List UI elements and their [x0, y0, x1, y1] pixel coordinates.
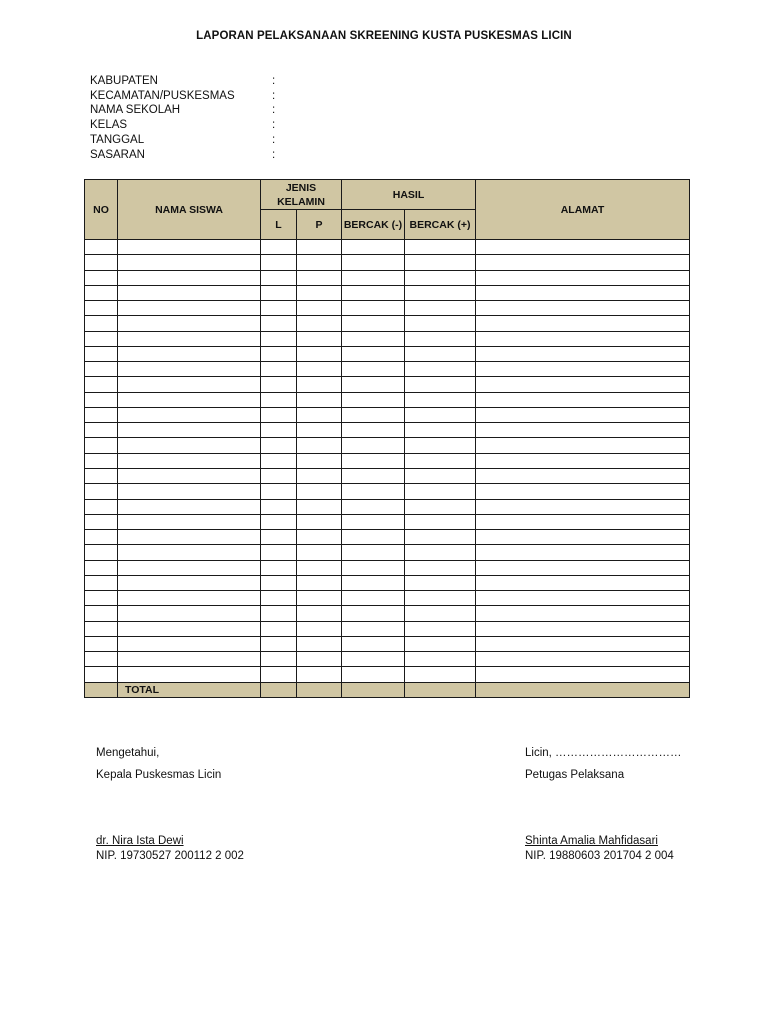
cell-nama-siswa [118, 514, 261, 529]
header-nama-siswa: NAMA SISWA [118, 180, 261, 240]
cell-p [297, 591, 342, 606]
table-row [85, 362, 690, 377]
cell-bercak-positif [405, 453, 476, 468]
cell-no [85, 499, 118, 514]
cell-no [85, 468, 118, 483]
cell-bercak-positif [405, 499, 476, 514]
cell-bercak-negatif [342, 255, 405, 270]
table-row [85, 240, 690, 255]
cell-l [261, 423, 297, 438]
cell-alamat [476, 606, 690, 621]
cell-l [261, 499, 297, 514]
right-signatory-name: Shinta Amalia Mahfidasari [525, 835, 658, 847]
table-row [85, 346, 690, 361]
cell-alamat [476, 591, 690, 606]
cell-l [261, 438, 297, 453]
cell-nama-siswa [118, 255, 261, 270]
cell-no [85, 575, 118, 590]
cell-nama-siswa [118, 652, 261, 667]
cell-bercak-positif [405, 621, 476, 636]
cell-p [297, 423, 342, 438]
cell-l [261, 636, 297, 651]
info-label: SASARAN [90, 148, 145, 161]
cell-alamat [476, 453, 690, 468]
cell-bercak-negatif [342, 514, 405, 529]
table-row [85, 270, 690, 285]
cell-bercak-positif [405, 240, 476, 255]
header-bercak-negatif: BERCAK (-) [342, 210, 405, 240]
table-row [85, 392, 690, 407]
table-row [85, 255, 690, 270]
cell-nama-siswa [118, 362, 261, 377]
cell-bercak-negatif [342, 362, 405, 377]
info-field-sasaran [90, 148, 275, 163]
cell-no [85, 530, 118, 545]
cell-p [297, 331, 342, 346]
table-row [85, 468, 690, 483]
cell-p [297, 377, 342, 392]
total-cell [261, 682, 297, 697]
cell-l [261, 606, 297, 621]
cell-l [261, 453, 297, 468]
header-bercak-positif: BERCAK (+) [405, 210, 476, 240]
right-place-date: Licin, …………………………… [525, 747, 682, 759]
cell-bercak-positif [405, 514, 476, 529]
cell-p [297, 499, 342, 514]
cell-no [85, 392, 118, 407]
left-signatory-name: dr. Nira Ista Dewi [96, 835, 184, 847]
cell-bercak-negatif [342, 636, 405, 651]
cell-bercak-negatif [342, 240, 405, 255]
info-label: TANGGAL [90, 133, 145, 146]
cell-bercak-positif [405, 316, 476, 331]
info-separator: : [272, 133, 276, 146]
cell-no [85, 560, 118, 575]
cell-no [85, 270, 118, 285]
cell-alamat [476, 621, 690, 636]
cell-nama-siswa [118, 530, 261, 545]
cell-nama-siswa [118, 560, 261, 575]
cell-alamat [476, 270, 690, 285]
cell-l [261, 240, 297, 255]
cell-nama-siswa [118, 575, 261, 590]
cell-p [297, 392, 342, 407]
cell-no [85, 545, 118, 560]
cell-bercak-positif [405, 636, 476, 651]
right-signatory-nip: NIP. 19880603 201704 2 004 [525, 850, 674, 862]
cell-alamat [476, 499, 690, 514]
cell-nama-siswa [118, 285, 261, 300]
cell-l [261, 392, 297, 407]
cell-no [85, 621, 118, 636]
cell-nama-siswa [118, 423, 261, 438]
cell-alamat [476, 423, 690, 438]
cell-nama-siswa [118, 407, 261, 422]
table-body [85, 240, 690, 683]
cell-nama-siswa [118, 545, 261, 560]
header-l: L [261, 210, 297, 240]
table-row [85, 438, 690, 453]
cell-p [297, 301, 342, 316]
cell-p [297, 560, 342, 575]
cell-nama-siswa [118, 453, 261, 468]
cell-alamat [476, 438, 690, 453]
cell-alamat [476, 407, 690, 422]
total-label: TOTAL [118, 682, 261, 697]
cell-alamat [476, 484, 690, 499]
cell-l [261, 621, 297, 636]
cell-p [297, 636, 342, 651]
cell-bercak-negatif [342, 270, 405, 285]
table-row [85, 606, 690, 621]
cell-bercak-positif [405, 362, 476, 377]
cell-no [85, 606, 118, 621]
cell-p [297, 575, 342, 590]
cell-nama-siswa [118, 240, 261, 255]
cell-l [261, 270, 297, 285]
cell-no [85, 514, 118, 529]
cell-l [261, 667, 297, 682]
cell-alamat [476, 667, 690, 682]
right-jabatan: Petugas Pelaksana [525, 769, 625, 781]
info-field-kabupaten [90, 74, 275, 89]
cell-l [261, 468, 297, 483]
cell-bercak-negatif [342, 331, 405, 346]
cell-l [261, 285, 297, 300]
table-row [85, 331, 690, 346]
cell-bercak-negatif [342, 453, 405, 468]
cell-l [261, 362, 297, 377]
cell-bercak-positif [405, 468, 476, 483]
cell-alamat [476, 346, 690, 361]
cell-bercak-positif [405, 301, 476, 316]
report-title: LAPORAN PELAKSANAAN SKREENING KUSTA PUSKESMAS LICIN [196, 30, 572, 42]
cell-nama-siswa [118, 499, 261, 514]
cell-bercak-positif [405, 591, 476, 606]
info-separator: : [272, 104, 276, 117]
cell-nama-siswa [118, 301, 261, 316]
cell-p [297, 346, 342, 361]
cell-bercak-negatif [342, 468, 405, 483]
cell-nama-siswa [118, 591, 261, 606]
table-row [85, 667, 690, 682]
left-mengetahui: Mengetahui, [96, 747, 160, 759]
total-cell [297, 682, 342, 697]
cell-nama-siswa [118, 621, 261, 636]
cell-bercak-positif [405, 331, 476, 346]
header-hasil: HASIL [342, 180, 476, 210]
table-row [85, 484, 690, 499]
cell-p [297, 255, 342, 270]
cell-p [297, 362, 342, 377]
table-row [85, 545, 690, 560]
info-field-nama-sekolah [90, 103, 275, 118]
header-p: P [297, 210, 342, 240]
cell-nama-siswa [118, 484, 261, 499]
cell-bercak-negatif [342, 606, 405, 621]
cell-l [261, 316, 297, 331]
cell-l [261, 346, 297, 361]
total-cell [85, 682, 118, 697]
table-row [85, 285, 690, 300]
table-row [85, 636, 690, 651]
info-label: KECAMATAN/PUSKESMAS [90, 89, 235, 102]
cell-p [297, 270, 342, 285]
cell-bercak-positif [405, 560, 476, 575]
cell-no [85, 652, 118, 667]
cell-bercak-positif [405, 407, 476, 422]
cell-alamat [476, 514, 690, 529]
total-cell [476, 682, 690, 697]
info-field-kecamatan [90, 89, 275, 104]
cell-bercak-negatif [342, 392, 405, 407]
cell-bercak-negatif [342, 484, 405, 499]
info-field-tanggal [90, 133, 275, 148]
cell-bercak-positif [405, 438, 476, 453]
cell-bercak-positif [405, 606, 476, 621]
cell-p [297, 667, 342, 682]
table-row [85, 301, 690, 316]
cell-alamat [476, 560, 690, 575]
cell-p [297, 285, 342, 300]
cell-p [297, 606, 342, 621]
cell-alamat [476, 331, 690, 346]
cell-nama-siswa [118, 606, 261, 621]
table-row [85, 453, 690, 468]
cell-alamat [476, 255, 690, 270]
cell-p [297, 621, 342, 636]
table-row [85, 423, 690, 438]
cell-bercak-negatif [342, 575, 405, 590]
info-label: KABUPATEN [90, 75, 158, 87]
cell-no [85, 285, 118, 300]
cell-bercak-negatif [342, 301, 405, 316]
cell-no [85, 407, 118, 422]
info-label: KELAS [90, 119, 128, 132]
cell-bercak-negatif [342, 438, 405, 453]
info-separator: : [272, 119, 276, 132]
header-jenis-kelamin: JENIS KELAMIN [261, 180, 342, 210]
cell-no [85, 453, 118, 468]
cell-p [297, 240, 342, 255]
cell-no [85, 301, 118, 316]
cell-alamat [476, 316, 690, 331]
cell-alamat [476, 285, 690, 300]
cell-no [85, 484, 118, 499]
cell-bercak-positif [405, 377, 476, 392]
cell-no [85, 667, 118, 682]
cell-p [297, 545, 342, 560]
cell-bercak-positif [405, 545, 476, 560]
cell-alamat [476, 377, 690, 392]
table-row [85, 499, 690, 514]
cell-alamat [476, 636, 690, 651]
cell-p [297, 453, 342, 468]
cell-no [85, 346, 118, 361]
cell-l [261, 575, 297, 590]
table-row [85, 560, 690, 575]
cell-l [261, 652, 297, 667]
cell-l [261, 591, 297, 606]
cell-no [85, 255, 118, 270]
cell-nama-siswa [118, 331, 261, 346]
cell-nama-siswa [118, 392, 261, 407]
cell-l [261, 301, 297, 316]
cell-alamat [476, 575, 690, 590]
cell-l [261, 514, 297, 529]
cell-bercak-positif [405, 270, 476, 285]
cell-alamat [476, 240, 690, 255]
cell-bercak-positif [405, 530, 476, 545]
cell-nama-siswa [118, 667, 261, 682]
info-label: NAMA SEKOLAH [90, 104, 181, 117]
cell-bercak-positif [405, 652, 476, 667]
table-row [85, 514, 690, 529]
cell-bercak-positif [405, 285, 476, 300]
cell-l [261, 545, 297, 560]
cell-bercak-positif [405, 255, 476, 270]
cell-nama-siswa [118, 468, 261, 483]
cell-p [297, 514, 342, 529]
left-jabatan: Kepala Puskesmas Licin [96, 769, 222, 781]
cell-bercak-negatif [342, 316, 405, 331]
cell-bercak-negatif [342, 499, 405, 514]
info-fields [90, 74, 275, 162]
cell-no [85, 438, 118, 453]
cell-bercak-negatif [342, 377, 405, 392]
cell-bercak-negatif [342, 560, 405, 575]
cell-no [85, 591, 118, 606]
cell-bercak-positif [405, 575, 476, 590]
info-field-kelas [90, 118, 275, 133]
cell-p [297, 468, 342, 483]
cell-bercak-negatif [342, 285, 405, 300]
screening-table [84, 179, 690, 698]
cell-bercak-negatif [342, 423, 405, 438]
cell-p [297, 438, 342, 453]
left-signatory-nip: NIP. 19730527 200112 2 002 [96, 850, 244, 862]
cell-l [261, 560, 297, 575]
cell-l [261, 530, 297, 545]
header-no: NO [85, 180, 118, 240]
cell-no [85, 636, 118, 651]
cell-no [85, 331, 118, 346]
cell-alamat [476, 652, 690, 667]
cell-l [261, 331, 297, 346]
cell-no [85, 362, 118, 377]
cell-p [297, 484, 342, 499]
cell-alamat [476, 301, 690, 316]
table-row [85, 407, 690, 422]
cell-bercak-negatif [342, 530, 405, 545]
cell-nama-siswa [118, 377, 261, 392]
cell-alamat [476, 468, 690, 483]
table-row [85, 575, 690, 590]
cell-nama-siswa [118, 346, 261, 361]
info-separator: : [272, 89, 276, 102]
cell-bercak-negatif [342, 591, 405, 606]
header-alamat: ALAMAT [476, 180, 690, 240]
table-row [85, 652, 690, 667]
cell-alamat [476, 545, 690, 560]
total-cell [342, 682, 405, 697]
cell-l [261, 377, 297, 392]
cell-nama-siswa [118, 316, 261, 331]
cell-bercak-positif [405, 423, 476, 438]
cell-p [297, 316, 342, 331]
cell-bercak-negatif [342, 667, 405, 682]
cell-bercak-positif [405, 484, 476, 499]
cell-bercak-negatif [342, 407, 405, 422]
cell-p [297, 530, 342, 545]
cell-nama-siswa [118, 270, 261, 285]
cell-bercak-negatif [342, 621, 405, 636]
table-row [85, 377, 690, 392]
total-row [85, 682, 690, 697]
info-separator: : [272, 148, 276, 161]
table-row [85, 316, 690, 331]
cell-bercak-positif [405, 346, 476, 361]
cell-alamat [476, 392, 690, 407]
cell-no [85, 240, 118, 255]
cell-no [85, 316, 118, 331]
table-row [85, 621, 690, 636]
cell-l [261, 407, 297, 422]
cell-bercak-negatif [342, 346, 405, 361]
cell-nama-siswa [118, 636, 261, 651]
cell-bercak-positif [405, 392, 476, 407]
cell-bercak-negatif [342, 652, 405, 667]
info-separator: : [272, 75, 276, 87]
cell-alamat [476, 530, 690, 545]
cell-p [297, 407, 342, 422]
cell-no [85, 423, 118, 438]
total-cell [405, 682, 476, 697]
cell-bercak-positif [405, 667, 476, 682]
table-row [85, 591, 690, 606]
cell-no [85, 377, 118, 392]
cell-nama-siswa [118, 438, 261, 453]
cell-bercak-negatif [342, 545, 405, 560]
table-row [85, 530, 690, 545]
cell-p [297, 652, 342, 667]
cell-alamat [476, 362, 690, 377]
cell-l [261, 484, 297, 499]
cell-l [261, 255, 297, 270]
